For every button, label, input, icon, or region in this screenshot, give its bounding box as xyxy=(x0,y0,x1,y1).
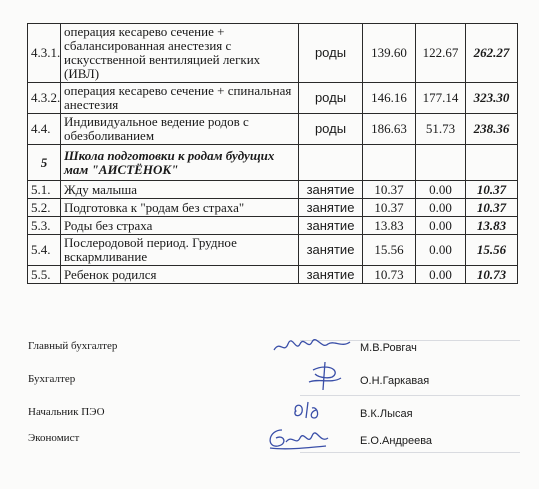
service-name: Роды без страха xyxy=(61,217,299,235)
unit-cell: занятие xyxy=(299,217,363,235)
value-cell: 186.63 xyxy=(363,114,416,145)
total-cell: 10.37 xyxy=(466,199,518,217)
value-cell: 146.16 xyxy=(363,83,416,114)
signature-name: Е.О.Андреева xyxy=(360,435,433,447)
service-name: Подготовка к "родам без страха" xyxy=(61,199,299,217)
service-name: операция кесарево сечение + спинальная анестезия xyxy=(61,83,299,114)
total-cell: 323.30 xyxy=(466,83,518,114)
unit-cell: роды xyxy=(299,114,363,145)
unit-cell: занятие xyxy=(299,235,363,266)
value-cell: 122.67 xyxy=(416,24,466,83)
row-number: 4.3.1. xyxy=(28,24,61,83)
row-number: 5.2. xyxy=(28,199,61,217)
value-cell: 10.73 xyxy=(363,266,416,284)
unit-cell: роды xyxy=(299,83,363,114)
signature-name: В.К.Лысая xyxy=(360,408,413,420)
unit-cell: роды xyxy=(299,24,363,83)
row-number: 5.5. xyxy=(28,266,61,284)
service-name: Школа подготовки к родам будущих мам "АИСТЁНОК" xyxy=(61,145,299,181)
row-number: 5 xyxy=(28,145,61,181)
total-cell: 13.83 xyxy=(466,217,518,235)
signature-mark xyxy=(272,336,352,356)
row-number: 5.3. xyxy=(28,217,61,235)
signature-title: Экономист xyxy=(28,432,80,444)
signature-mark xyxy=(262,426,332,452)
value-cell: 0.00 xyxy=(416,181,466,199)
unit-cell: занятие xyxy=(299,266,363,284)
value-cell: 51.73 xyxy=(416,114,466,145)
service-name: Индивидуальное ведение родов с обезболиванием xyxy=(61,114,299,145)
total-cell: 10.73 xyxy=(466,266,518,284)
value-cell: 13.83 xyxy=(363,217,416,235)
value-cell: 0.00 xyxy=(416,235,466,266)
row-number: 4.4. xyxy=(28,114,61,145)
unit-cell: занятие xyxy=(299,181,363,199)
value-cell: 15.56 xyxy=(363,235,416,266)
unit-cell: занятие xyxy=(299,199,363,217)
total-cell: 10.37 xyxy=(466,181,518,199)
value-cell: 0.00 xyxy=(416,199,466,217)
signature-title: Бухгалтер xyxy=(28,373,76,385)
value-cell: 10.37 xyxy=(363,199,416,217)
value-cell: 10.37 xyxy=(363,181,416,199)
signature-title: Начальник ПЭО xyxy=(28,406,105,418)
total-cell: 238.36 xyxy=(466,114,518,145)
signature-name: О.Н.Гаркавая xyxy=(360,375,430,387)
service-name: Послеродовой период. Грудное вскармливание xyxy=(61,235,299,266)
signature-name: М.В.Ровгач xyxy=(360,342,417,354)
row-number: 5.4. xyxy=(28,235,61,266)
service-name: операция кесарево сечение + сбалансированная анестезия с искусственной вентиляцией легких (ИВЛ) xyxy=(61,24,299,83)
value-cell: 177.14 xyxy=(416,83,466,114)
value-cell: 139.60 xyxy=(363,24,416,83)
service-name: Жду малыша xyxy=(61,181,299,199)
row-number: 4.3.2. xyxy=(28,83,61,114)
signature-mark xyxy=(305,360,345,392)
row-number: 5.1. xyxy=(28,181,61,199)
signature-mark xyxy=(290,398,330,422)
total-cell: 15.56 xyxy=(466,235,518,266)
value-cell: 0.00 xyxy=(416,217,466,235)
signature-title: Главный бухгалтер xyxy=(28,340,118,352)
service-name: Ребенок родился xyxy=(61,266,299,284)
total-cell: 262.27 xyxy=(466,24,518,83)
value-cell: 0.00 xyxy=(416,266,466,284)
